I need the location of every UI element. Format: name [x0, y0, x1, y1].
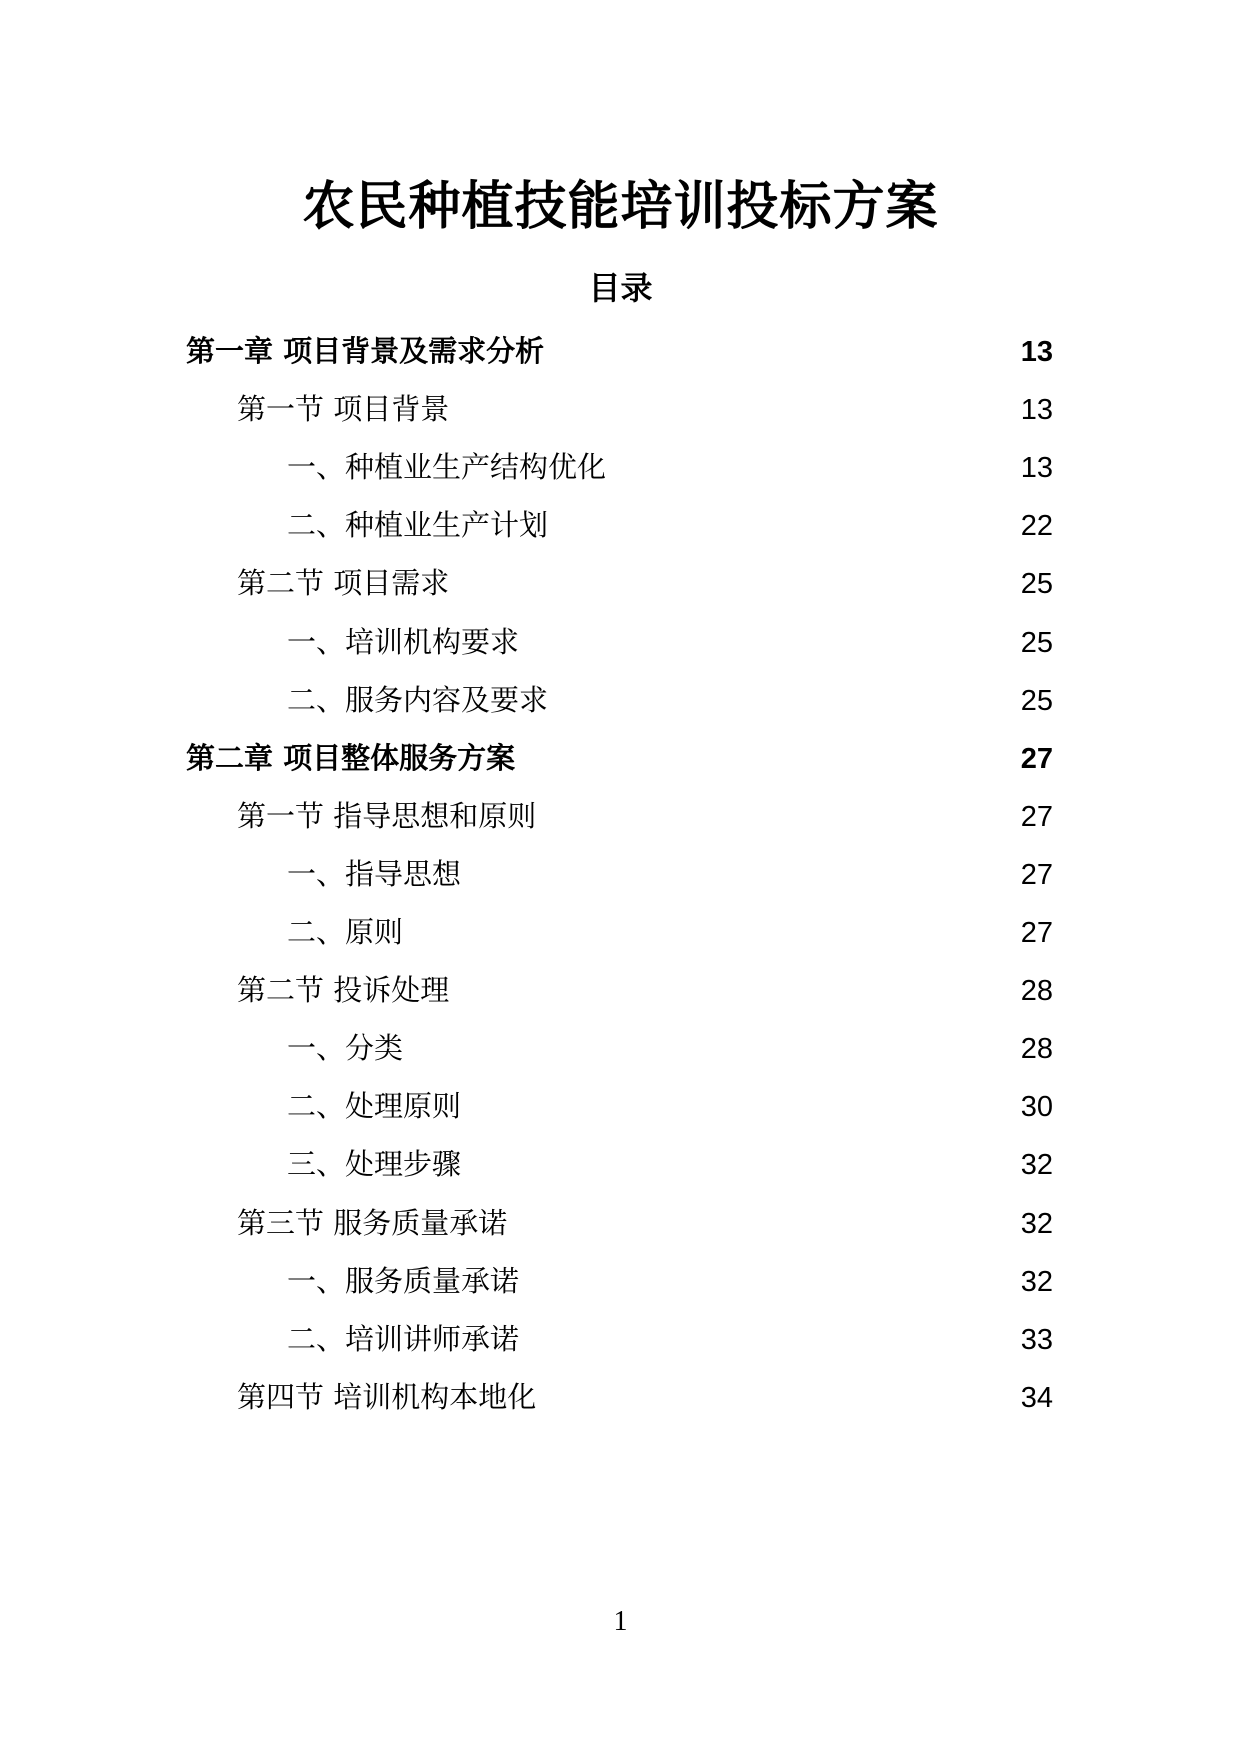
toc-entry-page: 27 [1020, 859, 1053, 891]
toc-entry[interactable] [237, 558, 1053, 608]
toc-entry[interactable] [287, 442, 1053, 492]
toc-entry[interactable] [237, 965, 1053, 1015]
toc-entry-title: 二、原则 [287, 915, 404, 949]
toc-entry-page: 28 [1020, 1033, 1053, 1065]
toc-entry[interactable] [287, 675, 1053, 725]
toc-entry-title: 二、服务内容及要求 [287, 683, 549, 717]
toc-entry-title: 第二章 项目整体服务方案 [186, 741, 516, 775]
toc-entry-title: 二、种植业生产计划 [287, 508, 549, 542]
toc-entry[interactable] [287, 1256, 1053, 1306]
toc-entry-title: 第二节 投诉处理 [237, 973, 450, 1007]
toc-entry-page: 25 [1020, 568, 1053, 600]
toc-entry-title: 一、种植业生产结构优化 [287, 450, 607, 484]
document-title: 农民种植技能培训投标方案 [302, 177, 939, 237]
toc-entry-title: 第一节 指导思想和原则 [237, 799, 537, 833]
toc-entry[interactable] [287, 1139, 1053, 1189]
toc-entry-title: 一、分类 [287, 1031, 404, 1065]
toc-entry[interactable] [186, 733, 1053, 783]
toc-entry-title: 二、处理原则 [287, 1089, 462, 1123]
toc-entry[interactable] [287, 1023, 1053, 1073]
toc-entry[interactable] [287, 617, 1053, 667]
toc-entry-page: 34 [1020, 1382, 1053, 1414]
toc-entry-page: 32 [1020, 1266, 1053, 1298]
toc-entry-title: 第三节 服务质量承诺 [237, 1206, 508, 1240]
toc-entry-page: 33 [1020, 1324, 1053, 1356]
toc-entry-title: 三、处理步骤 [287, 1147, 462, 1181]
toc-entry-page: 32 [1020, 1149, 1053, 1181]
toc-entry-title: 一、服务质量承诺 [287, 1264, 520, 1298]
toc-entry[interactable] [237, 1372, 1053, 1422]
toc-entry[interactable] [287, 500, 1053, 550]
toc-entry-page: 27 [1020, 917, 1053, 949]
toc-entry-page: 25 [1020, 627, 1053, 659]
toc-entry[interactable] [287, 849, 1053, 899]
toc-entry-page: 30 [1020, 1091, 1053, 1123]
toc-entry-page: 27 [1020, 801, 1053, 833]
toc-entry-page: 13 [1020, 336, 1053, 368]
toc-entry[interactable] [186, 326, 1053, 376]
toc-entry[interactable] [237, 384, 1053, 434]
toc-entry[interactable] [237, 791, 1053, 841]
toc-entry-page: 22 [1020, 510, 1053, 542]
toc-entry-title: 第一章 项目背景及需求分析 [186, 334, 545, 368]
toc-entry-page: 28 [1020, 975, 1053, 1007]
toc-entry-title: 第一节 项目背景 [237, 392, 450, 426]
toc-entry[interactable] [287, 907, 1053, 957]
toc-heading: 目录 [588, 269, 653, 307]
toc-entry-page: 13 [1020, 452, 1053, 484]
toc-entry[interactable] [237, 1198, 1053, 1248]
toc-entry-page: 27 [1020, 743, 1053, 775]
page-number: 1 [613, 1606, 628, 1637]
toc-entry-title: 第四节 培训机构本地化 [237, 1380, 537, 1414]
toc-entry-title: 第二节 项目需求 [237, 566, 450, 600]
toc-entry-title: 一、培训机构要求 [287, 625, 520, 659]
toc-entry[interactable] [287, 1314, 1053, 1364]
toc-entry[interactable] [287, 1081, 1053, 1131]
toc-entry-page: 32 [1020, 1208, 1053, 1240]
toc-entry-page: 13 [1020, 394, 1053, 426]
toc-entry-page: 25 [1020, 685, 1053, 717]
toc-entry-title: 二、培训讲师承诺 [287, 1322, 520, 1356]
toc-entry-title: 一、指导思想 [287, 857, 462, 891]
